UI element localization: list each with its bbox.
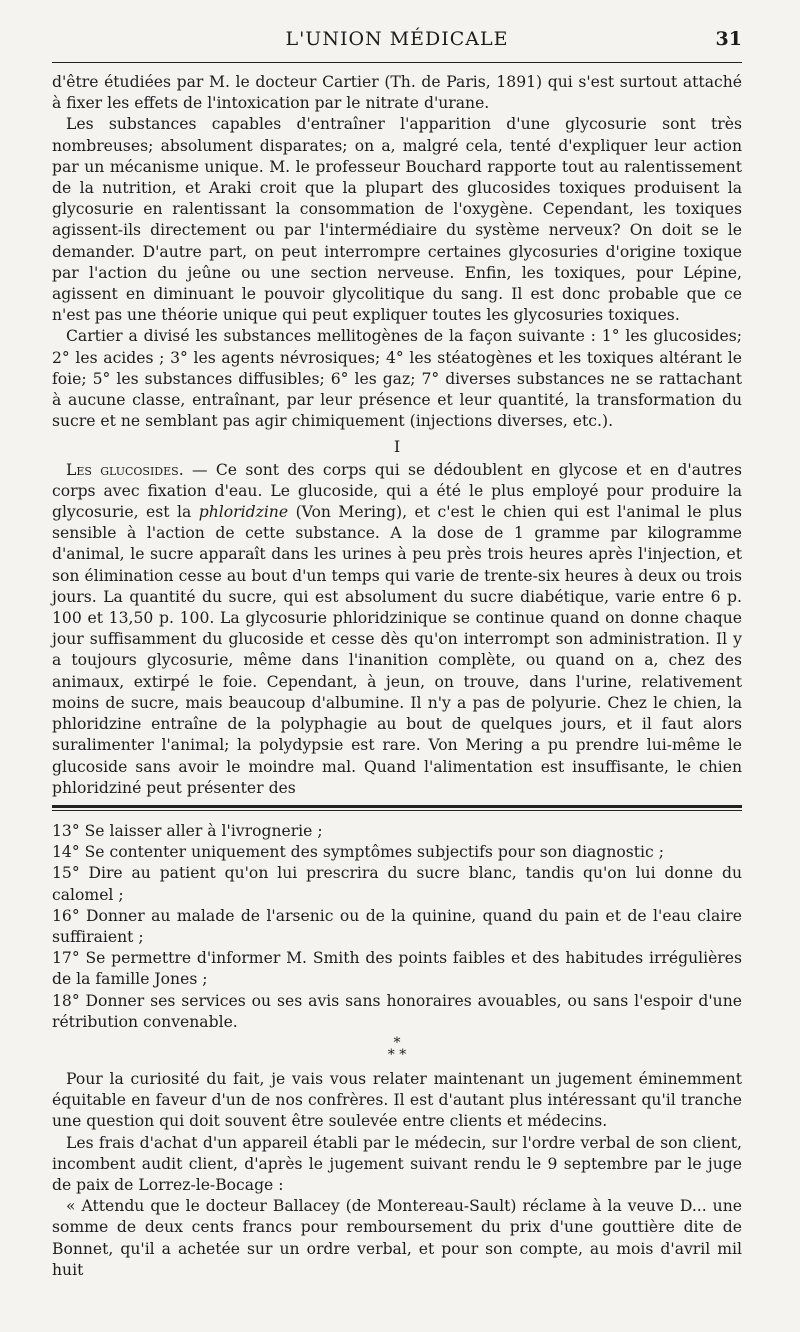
list-item: 17° Se permettre d'informer M. Smith des points faibles et des habitudes irrégulières de la famille Jones ; [52,949,742,989]
header-rule [52,62,742,63]
list-item: 13° Se laisser aller à l'ivrognerie ; [52,821,323,840]
paragraph-7: « Attendu que le docteur Ballacey (de Montereau-Sault) réclame à la veuve D... une somme de deux cents francs pour remboursement du prix d'une gouttière dite de Bonnet, qu'il a achetée sur un ordre verbal, et pour son compte, au mois d'avril mil huit [52,1197,742,1279]
list-item: 14° Se contenter uniquement des symptômes subjectifs pour son diagnostic ; [52,843,664,862]
list-item: 18° Donner ses services ou ses avis sans honoraires avouables, ou sans l'espoir d'une rétribution convenable. [52,991,742,1031]
running-header [52,24,742,58]
rules-list [52,821,742,1033]
section-numeral: I [393,437,401,457]
asterism-separator [52,1034,742,1063]
paragraph-glucosides-b: (Von Mering), et c'est le chien qui est l'animal le plus sensible à l'action de cette substance. A la dose de 1 gramme par kilogramme d'animal, le sucre apparaît dans les urines à peu près trois heures après l'injection, et son élimination cesse au bout d'un temps qui varie de trente-six heures à deux ou trois jours. La quantité du sucre, qui est absolument du sucre diabétique, varie entre 6 p. 100 et 13,50 p. 100. La glycosurie phloridzinique se continue quand on donne chaque jour suffisamment du glucoside et cesse dès qu'on interrompt son administration. Il y a toujours glycosurie, même dans l'inanition complète, ou quand on a, chez des animaux, extirpé le foie. Cependant, à jeun, on trouve, dans l'urine, relativement moins de sucre, mais beaucoup d'albumine. Il n'y a pas de polyurie. Chez le chien, la phloridzine entraîne de la polyphagie au bout de quelques jours, et il faut alors suralimenter l'animal; la polydypsie est rare. Von Mering a pu prendre lui-même le glucoside sans avoir le moindre mal. Quand l'alimentation est insuffisante, le chien phloridziné peut présenter des [52,503,742,797]
page-number: 31 [715,28,742,50]
journal-title: L'UNION MÉDICALE [285,28,509,50]
paragraph-5: Pour la curiosité du fait, je vais vous relater maintenant un jugement éminemment équitable en faveur d'un de nos confrères. Il est d'autant plus intéressant qu'il tranche une question qui doit souvent être soulevée entre clients et médecins. [52,1069,742,1131]
double-rule-divider [52,805,742,811]
paragraph-3: Cartier a divisé les substances mellitogènes de la façon suivante : 1° les glucosides; 2° les acides ; 3° les agents névrosiques; 4° les stéatogènes et les toxiques altérant le foie; 5° les substances diffusibles; 6° les gaz; 7° diverses substances ne se rattachant à aucune classe, entraînant, par leur présence et leur quantité, la transformation du sucre et ne semblant pas agir chimiquement (injections diverses, etc.). [52,327,742,431]
asterism-top: * [393,1034,401,1051]
section-lead: Les glucosides. [66,460,184,479]
list-item: 15° Dire au patient qu'on lui prescrira du sucre blanc, tandis qu'on lui donne du calomel ; [52,864,742,904]
paragraph-1: d'être étudiées par M. le docteur Cartier (Th. de Paris, 1891) qui s'est surtout attaché à fixer les effets de l'intoxication par le nitrate d'urane. [52,73,742,113]
list-item: 16° Donner au malade de l'arsenic ou de la quinine, quand du pain et de l'eau claire suffiraient ; [52,906,742,946]
article-body [52,72,742,1281]
paragraph-glucosides [52,460,742,799]
paragraph-glucosides-a: — Ce sont des corps qui se dédoublent en glycose et en d'autres corps avec fixation d'eau. Le glucoside, qui a été le plus employé pour produire la glycosurie, est la [52,460,742,522]
paragraph-2: Les substances capables d'entraîner l'apparition d'une glycosurie sont très nombreuses; absolument disparates; on a, malgré cela, tenté d'expliquer leur action par un mécanisme unique. M. le professeur Bouchard rapporte tout au ralentissement de la nutrition, et Araki croit que la plupart des glucosides toxiques produisent la glycosurie en ralentissant la consommation de l'oxygène. Cependant, les toxiques agissent-ils directement ou par l'intermédiaire du système nerveux? On doit se le demander. D'autre part, on peut interrompre certaines glycosuries d'origine toxique par l'action du jeûne ou une section nerveuse. Enfin, les toxiques, pour Lépine, agissent en diminuant le pouvoir glycolitique du sang. Il est donc probable que ce n'est pas une théorie unique qui peut expliquer toutes les glycosuries toxiques. [52,115,742,325]
phloridzine-term: phloridzine [198,503,289,522]
asterism-bottom: * * [387,1046,407,1063]
paragraph-6: Les frais d'achat d'un appareil établi par le médecin, sur l'ordre verbal de son client, incombent audit client, d'après le jugement suivant rendu le 9 septembre par le juge de paix de Lorrez-le-Bocage : [52,1133,742,1194]
